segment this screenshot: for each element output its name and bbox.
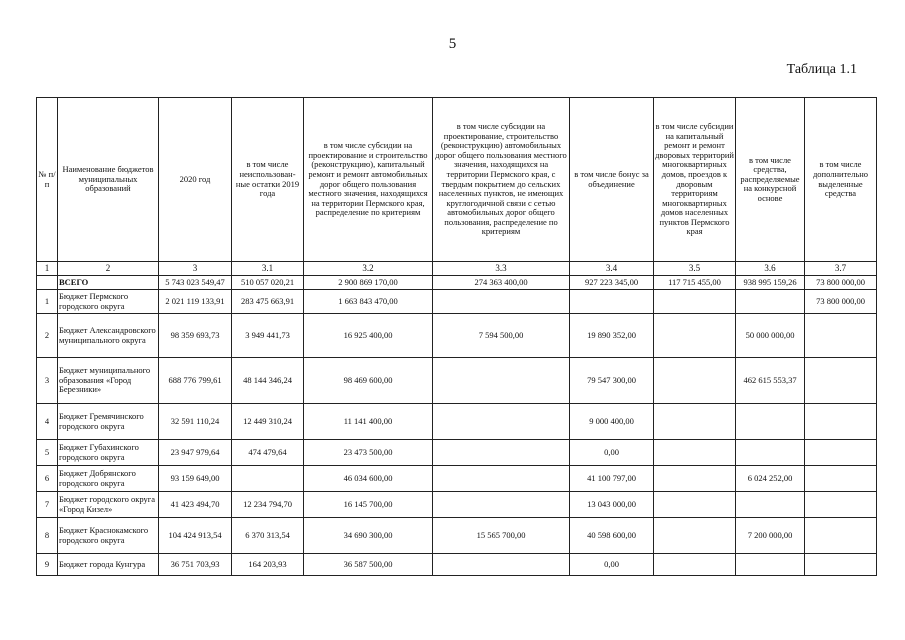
table-row: [37, 492, 877, 518]
cell-roads: 36 587 500,00: [304, 554, 433, 576]
cell-remainder: 283 475 663,91: [232, 290, 304, 314]
row-name: ВСЕГО: [58, 276, 159, 290]
cell-total: 93 159 649,00: [159, 466, 232, 492]
cell-yards: [654, 518, 736, 554]
cell-roads: 46 034 600,00: [304, 466, 433, 492]
table-caption: Таблица 1.1: [786, 62, 857, 77]
column-number: 3.4: [570, 262, 654, 276]
cell-extra: [805, 554, 877, 576]
cell-roads: 16 925 400,00: [304, 314, 433, 358]
column-number: 1: [37, 262, 58, 276]
cell-extra: [805, 358, 877, 404]
cell-extra: [805, 440, 877, 466]
column-number: 3: [159, 262, 232, 276]
cell-total: 2 021 119 133,91: [159, 290, 232, 314]
row-name: Бюджет Гремячинского городского округа: [58, 404, 159, 440]
cell-rural-roads: [433, 290, 570, 314]
cell-extra: [805, 404, 877, 440]
cell-contest: [736, 440, 805, 466]
cell-remainder: 6 370 313,54: [232, 518, 304, 554]
cell-contest: 7 200 000,00: [736, 518, 805, 554]
row-number: 8: [37, 518, 58, 554]
header-cell: № п/п: [37, 98, 58, 262]
header-cell: в том числе средства, распределяемые на конкурсной основе: [736, 98, 805, 262]
row-number: 4: [37, 404, 58, 440]
cell-contest: [736, 290, 805, 314]
cell-extra: [805, 314, 877, 358]
cell-remainder: 510 057 020,21: [232, 276, 304, 290]
cell-rural-roads: [433, 440, 570, 466]
table-row: [37, 314, 877, 358]
row-name: Бюджет города Кунгура: [58, 554, 159, 576]
cell-bonus: 41 100 797,00: [570, 466, 654, 492]
cell-remainder: 48 144 346,24: [232, 358, 304, 404]
cell-extra: 73 800 000,00: [805, 276, 877, 290]
header-cell: 2020 год: [159, 98, 232, 262]
row-number: 6: [37, 466, 58, 492]
cell-rural-roads: [433, 492, 570, 518]
cell-contest: [736, 554, 805, 576]
cell-contest: 50 000 000,00: [736, 314, 805, 358]
cell-rural-roads: 7 594 500,00: [433, 314, 570, 358]
row-name: Бюджет Александровского муниципального округа: [58, 314, 159, 358]
column-number: 3.5: [654, 262, 736, 276]
row-number: 5: [37, 440, 58, 466]
cell-roads: 23 473 500,00: [304, 440, 433, 466]
header-cell: в том числе дополнительно выделенные средства: [805, 98, 877, 262]
row-name: Бюджет муниципального образования «Город Березники»: [58, 358, 159, 404]
cell-rural-roads: 15 565 700,00: [433, 518, 570, 554]
row-number: 3: [37, 358, 58, 404]
row-name: Бюджет Краснокамского городского округа: [58, 518, 159, 554]
column-number: 2: [58, 262, 159, 276]
cell-roads: 98 469 600,00: [304, 358, 433, 404]
cell-roads: 16 145 700,00: [304, 492, 433, 518]
table-row: [37, 440, 877, 466]
cell-total: 41 423 494,70: [159, 492, 232, 518]
cell-roads: 34 690 300,00: [304, 518, 433, 554]
row-number: 2: [37, 314, 58, 358]
cell-bonus: 79 547 300,00: [570, 358, 654, 404]
cell-total: 5 743 023 549,47: [159, 276, 232, 290]
cell-extra: [805, 518, 877, 554]
cell-remainder: 12 234 794,70: [232, 492, 304, 518]
table-row: [37, 466, 877, 492]
table-row-total: [37, 276, 877, 290]
cell-extra: [805, 466, 877, 492]
cell-yards: [654, 492, 736, 518]
cell-contest: [736, 404, 805, 440]
cell-total: 688 776 799,61: [159, 358, 232, 404]
cell-rural-roads: 274 363 400,00: [433, 276, 570, 290]
cell-bonus: 9 000 400,00: [570, 404, 654, 440]
cell-total: 36 751 703,93: [159, 554, 232, 576]
cell-bonus: 40 598 600,00: [570, 518, 654, 554]
cell-roads: 1 663 843 470,00: [304, 290, 433, 314]
cell-yards: [654, 404, 736, 440]
cell-total: 104 424 913,54: [159, 518, 232, 554]
column-number-row: [37, 262, 877, 276]
column-number: 3.3: [433, 262, 570, 276]
cell-remainder: 3 949 441,73: [232, 314, 304, 358]
cell-contest: 462 615 553,37: [736, 358, 805, 404]
cell-rural-roads: [433, 358, 570, 404]
cell-yards: [654, 466, 736, 492]
cell-bonus: 19 890 352,00: [570, 314, 654, 358]
cell-yards: [654, 290, 736, 314]
row-number: [37, 276, 58, 290]
table-row: [37, 554, 877, 576]
cell-total: 32 591 110,24: [159, 404, 232, 440]
row-number: 7: [37, 492, 58, 518]
column-number: 3.2: [304, 262, 433, 276]
header-cell: в том числе субсидии на проектирование и строительство (реконструкцию), капитальный ремонт и ремонт автомобильных дорог общего пользования местного значения, находящихся на территории Пермского края, распределение по критериям: [304, 98, 433, 262]
cell-bonus: 13 043 000,00: [570, 492, 654, 518]
row-name: Бюджет городского округа «Город Кизел»: [58, 492, 159, 518]
cell-remainder: 474 479,64: [232, 440, 304, 466]
row-number: 9: [37, 554, 58, 576]
cell-remainder: [232, 466, 304, 492]
header-cell: в том числе бонус за объединение: [570, 98, 654, 262]
cell-remainder: 164 203,93: [232, 554, 304, 576]
column-number: 3.7: [805, 262, 877, 276]
cell-yards: [654, 440, 736, 466]
cell-yards: 117 715 455,00: [654, 276, 736, 290]
cell-contest: 6 024 252,00: [736, 466, 805, 492]
cell-total: 98 359 693,73: [159, 314, 232, 358]
cell-bonus: 927 223 345,00: [570, 276, 654, 290]
cell-roads: 11 141 400,00: [304, 404, 433, 440]
cell-yards: [654, 314, 736, 358]
row-name: Бюджет Губахинского городского округа: [58, 440, 159, 466]
table-row: [37, 290, 877, 314]
cell-roads: 2 900 869 170,00: [304, 276, 433, 290]
cell-total: 23 947 979,64: [159, 440, 232, 466]
cell-contest: [736, 492, 805, 518]
cell-rural-roads: [433, 554, 570, 576]
page-number: 5: [448, 36, 457, 52]
row-name: Бюджет Пермского городского округа: [58, 290, 159, 314]
row-name: Бюджет Добрянского городского округа: [58, 466, 159, 492]
column-number: 3.6: [736, 262, 805, 276]
cell-yards: [654, 554, 736, 576]
cell-rural-roads: [433, 466, 570, 492]
table-row: [37, 358, 877, 404]
row-number: 1: [37, 290, 58, 314]
header-cell: в том числе субсидии на проектирование, строительство (реконструкцию) автомобильных дорог общего пользования местного значения, находящихся на территории Пермского края, с твердым покрытием до сельских населенных пунктов, не имеющих круглогодичной связи с сетью автомобильных дорог общего пользования, распределение по критериям: [433, 98, 570, 262]
budget-table: [36, 97, 877, 576]
header-cell: в том числе неиспользован-ные остатки 2019 года: [232, 98, 304, 262]
cell-rural-roads: [433, 404, 570, 440]
cell-extra: 73 800 000,00: [805, 290, 877, 314]
column-number: 3.1: [232, 262, 304, 276]
cell-extra: [805, 492, 877, 518]
table-row: [37, 518, 877, 554]
header-cell: в том числе субсидии на капитальный ремонт и ремонт дворовых территорий многоквартирных домов, проездов к дворовым территориям многоквартирных домов населенных пунктов Пермского края: [654, 98, 736, 262]
cell-yards: [654, 358, 736, 404]
cell-bonus: 0,00: [570, 554, 654, 576]
cell-remainder: 12 449 310,24: [232, 404, 304, 440]
cell-bonus: 0,00: [570, 440, 654, 466]
table-row: [37, 404, 877, 440]
cell-contest: 938 995 159,26: [736, 276, 805, 290]
header-cell: Наименование бюджетов муниципальных образований: [58, 98, 159, 262]
cell-bonus: [570, 290, 654, 314]
header-row: [37, 98, 877, 262]
